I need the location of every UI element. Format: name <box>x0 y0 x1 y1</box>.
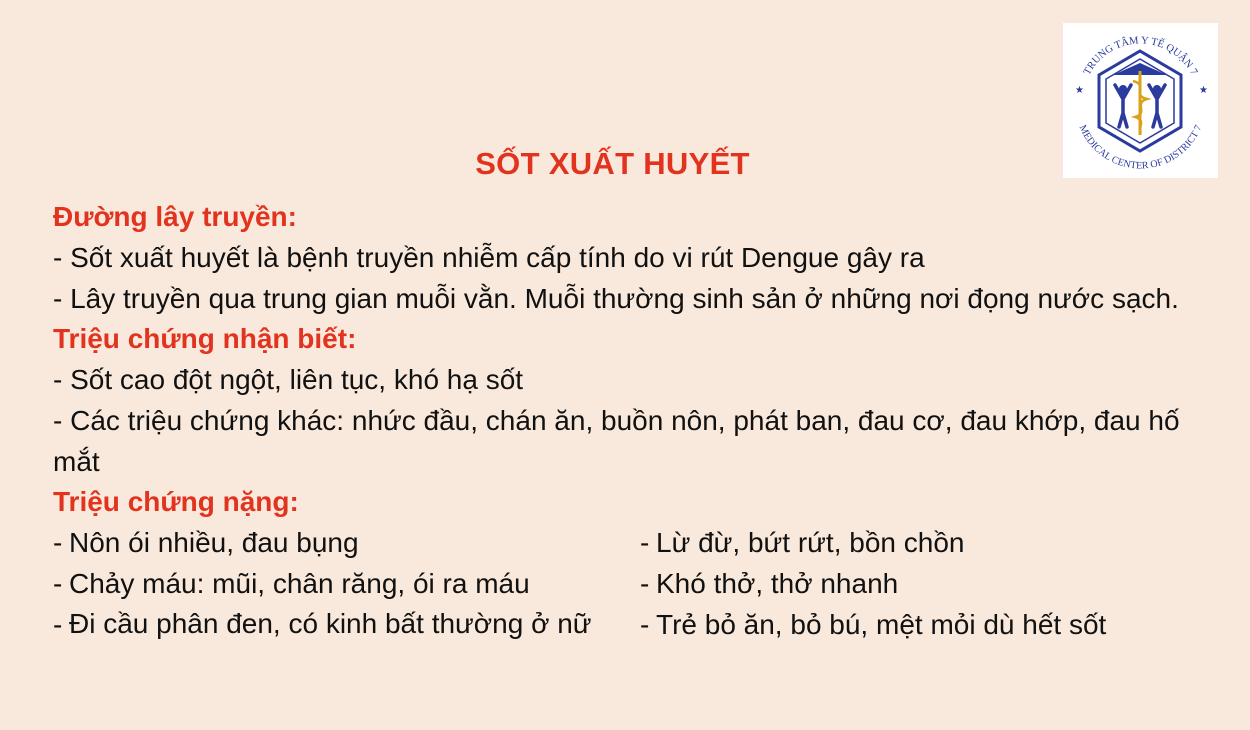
list-item <box>53 563 640 604</box>
severe-right-column <box>640 522 1180 645</box>
list-item-text: Đi cầu phân đen, có kinh bất thường ở nữ <box>69 608 592 639</box>
page-title: SỐT XUẤT HUYẾT <box>475 146 750 181</box>
svg-text:★: ★ <box>1199 85 1208 96</box>
severe-symptoms-columns <box>53 522 1183 645</box>
heading-transmission: Đường lây truyền: <box>53 201 297 232</box>
list-item-text: Chảy máu: mũi, chân răng, ói ra máu <box>69 568 530 599</box>
bullet-dash: - <box>640 609 650 640</box>
list-item <box>640 604 1180 645</box>
transmission-line: - Lây truyền qua trung gian muỗi vằn. Muỗi thường sinh sản ở những nơi đọng nước sạch. <box>53 283 1179 314</box>
heading-symptoms: Triệu chứng nhận biết: <box>53 323 357 354</box>
symptom-line: - Sốt cao đột ngột, liên tục, khó hạ sốt <box>53 364 524 395</box>
content <box>53 197 1183 645</box>
list-item <box>53 604 640 645</box>
list-item <box>640 563 1180 604</box>
bullet-dash: - <box>53 568 63 599</box>
bullet-dash: - <box>53 609 63 640</box>
severe-left-column <box>53 522 640 645</box>
logo-top-text: TRUNG TÂM Y TẾ QUẬN 7 <box>1081 35 1200 77</box>
symptom-line: - Các triệu chứng khác: nhức đầu, chán ăn, buồn nôn, phát ban, đau cơ, đau khớp, đau hố mắt <box>53 405 1180 477</box>
list-item <box>53 522 640 563</box>
list-item-text: Trẻ bỏ ăn, bỏ bú, mệt mỏi dù hết sốt <box>656 609 1107 640</box>
list-item-text: Nôn ói nhiều, đau bụng <box>69 527 359 558</box>
svg-text:★: ★ <box>1075 85 1084 96</box>
list-item-text: Khó thở, thở nhanh <box>656 568 899 599</box>
list-item <box>640 522 1180 563</box>
logo-bottom-text: MEDICAL CENTER OF DISTRICT 7 <box>1076 123 1205 172</box>
transmission-line: - Sốt xuất huyết là bệnh truyền nhiễm cấp tính do vi rút Dengue gây ra <box>53 242 925 273</box>
list-item-text: Lừ đừ, bứt rứt, bồn chồn <box>656 527 965 558</box>
heading-severe: Triệu chứng nặng: <box>53 486 299 517</box>
bullet-dash: - <box>53 527 63 558</box>
bullet-dash: - <box>640 568 650 599</box>
bullet-dash: - <box>640 527 650 558</box>
